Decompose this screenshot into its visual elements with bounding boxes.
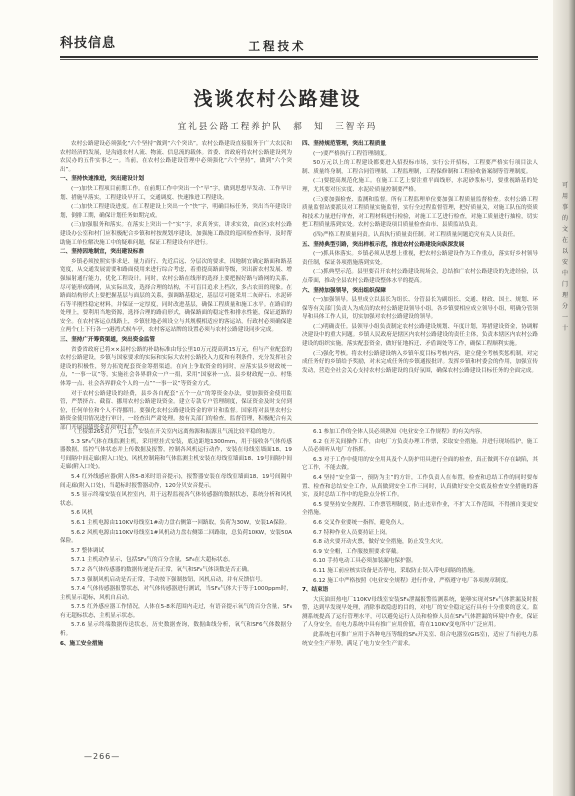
edge-glyph: 一: [561, 314, 568, 321]
paragraph: 六、坚持加强领导，突出组织保障: [302, 287, 386, 294]
paragraph: 对于农村公路建设的经费，县乡各自配套“五个一点”的筹资金办法，要加强资金使用监管，严禁挤占、截留、挪用农村公路建设资金。建立专款专户管理制度，保证资金及时支付到位，任何单位和个人不得挪用。要强化农村公路建设资金的审计和监督。国家将对县里农村公路资金使用情况进行审计，一经查出严肃处理。按有关部门的检查，监督管理，积极配合有关部门开展国债资金专项审计工作。: [60, 390, 292, 431]
paragraph: 6、施工安全措施: [60, 640, 104, 647]
upper-right-column: [302, 140, 538, 420]
paragraph: 5.7.2 各气体传感器的数据传递是否正常，氧气和SF₆气体读数是否正确。: [71, 566, 253, 573]
paragraph: 6.10 手持电动工具必须加装漏电保护器。: [313, 558, 417, 565]
paragraph: 6.8 动火要开动火票，做好安全措施，防止发生火灾。: [313, 539, 447, 546]
paragraph: 5.7.5 红外感应器工作情况，人体在5-8米范围内走过，有语音提示氧气的百分含量，SF₆有无超标状态，主机显示状态。: [60, 604, 292, 619]
edge-glyph: 安: [561, 259, 568, 266]
edge-glyph: 以: [561, 248, 568, 255]
paragraph: (四)严格工程质量问责。认真执行质量责任制。对工程质量问题追究有关人员责任。: [313, 231, 519, 238]
edge-glyph: 事: [561, 204, 568, 211]
paragraph: 此系统也可推广应用于各种电压等级的SF₆开关室、组合电器室(GIS室)，适应了当前电力系统安全生产形势，满足了电力安全生产需求。: [302, 632, 538, 647]
paragraph: 50万元以上的工程建设都要进入招投标市场，实行公开招标，工程要严格实行项目法人制、质量终身制，工程合同管理制、工程监理制，工程保修制和工程验收备案制等管理制度。: [302, 160, 538, 175]
paragraph: 6.7 特种作业人员要持证上岗。: [313, 529, 391, 536]
edge-glyph: 可: [561, 182, 568, 189]
edge-glyph: 在: [561, 237, 568, 244]
paragraph: 一、坚持快速推进，突出建设计划: [60, 176, 144, 183]
lower-left-column: [60, 428, 292, 748]
paragraph: 5.4 红外线感应器(附人体5-8米时语音提示)，报警器安装在母线室墙面18、19号间隔中间走廊(附入口处)，当超标时报警器动作，120分贝安音提示。: [60, 473, 292, 489]
lower-right-column: [302, 428, 538, 748]
paragraph: 6.2 在开关间操作工作，由电厂方负责办理工作票，采取安全措施。并进行现场监护，施工人员必须听从电厂方指挥。: [302, 438, 538, 454]
paragraph: 5.7 整体调试: [71, 547, 105, 554]
paragraph: 6.11 施工前应核实设备是否停电，采取防止误入带电间隔的措施。: [313, 567, 479, 574]
paragraph: 5.7.3 强制风机启动是否正常，手动按下强制按钮，风机启动，并有反馈信号。: [71, 576, 267, 583]
header-rule: [60, 56, 538, 58]
paragraph: (一)抓具体落实。乡镇必须从思想上重视，把农村公路建设作为工作重点，落实好乡村领导责任制，保证各项措施落到实处。: [302, 251, 538, 266]
paragraph: 二、坚持因地制宜，突出建设标准: [60, 249, 144, 256]
paragraph: 省委省政府已将××县村公路的补助标准由每公里10万元提高到15万元，但与产业配套的农村公路建设，乡镇与国家要求的实际和实际大农村公路投入力度和有利条件，充分发挥社会建设的积极性，努力拓宽配套资金筹措渠道。在向上争取资金的同时，应落实县乡财政统一点，“一事一议”等，实施社会各界群众一户一捐，采用“国家补一点、县乡财政配一点、村集体筹一点、社会各界群众个人的一点”“一事一议”等资金方式。: [60, 346, 292, 388]
article-byline: 宜礼县公路工程养护队 郝 知 三智辛玛: [177, 122, 378, 132]
paragraph: (一)要严格执行工程管理制度。: [313, 150, 391, 157]
upper-left-column: [60, 140, 292, 431]
paragraph: 5.6 风机: [71, 510, 93, 517]
section-divider: [60, 423, 538, 424]
edge-glyph: 文: [561, 226, 568, 233]
paragraph: 乡镇必须按照实事求是、量力而行、先近后远、分层次的要求，因地制宜确定路面和路基宽度，从交通发展需要和路面使用来进行综合考虑，着重提高路面等级，突出新农村发展、增强辐射通行能力，优化工程设计。同时，农村公路在线形的选择上要把握好路与路网的关系，尽可能形成路网，从实际出发，选择合理的结构，不可盲目追求上档次，多占农田的现象。在路面结构形式上要把握基层与面层的关系，强调路基稳定，基层尽可能采用二灰碎石、水泥碎石等半刚性稳定材料，并保证一定厚度，同时改进基层，确保工程质量和施工水平。在路肩的处理上，要利用当地资源，选择合理的路肩形式，确保路面的稳定性和排水性能，保证道路的安全。在农村客运点线路上，乡镇驻地必须设立与其规模相适应的客运站，行政村必须确保建立两个(上下行各一)港湾式候车亭，农村客运站牌的设置必须与农村公路建设同步完成。: [60, 258, 292, 334]
paragraph: 6.1 参加工作的全体人员必须熟知《电业安全工作规程》的有关内容。: [313, 429, 486, 435]
article-title: 浅谈农村公路建设: [193, 88, 362, 110]
paragraph: 6.3 对于工作中使用的安全用具及个人防护用具进行全面的检查，真正做到不存在缺陷，其它工作，不能去做。: [302, 456, 538, 472]
journal-name: 科技信息: [60, 36, 117, 51]
paragraph: (一)加快工程项目前期工作。在前期工作中突出一个“早”字，做到思想早发动、工作早计划、措施早落实，工程建设早开工，交通调度、快速推进工程建设。: [60, 185, 292, 201]
paragraph: 四、坚持规范管理，突出工程质量: [302, 141, 386, 147]
paragraph: (三)加强服务和落实。在落实上突出一个“实”字，求真务实，讲求实效，由(区)农村公路建设办公室和村门应积极配合乡镇和村按规划序建设，加强施工路段的巡回检查指导，及时帮助施工单位解决施工中的疑难问题，保证工程建设有序进行。: [60, 222, 292, 246]
paragraph: 三、坚持广开筹资渠道，突出资金监管: [60, 337, 156, 344]
adjacent-page-edge-text: [557, 180, 573, 334]
paragraph: (一)加强领导。县里成立以县长为组长、分管县长为副组长、交通、财政、国土、规划、环保等有关部门负责人为成员的农村公路建设领导小组。各乡镇要相应成立领导小组，明确分管领导和具体工作人员，切实加强对农村公路建设的领导。: [302, 297, 538, 321]
paragraph: 5.7.6 显示终端数据传送状态，历史数据查询，数据曲线分析，氧气和SF6气体数据分析。: [60, 622, 292, 638]
paragraph: 五、坚持典型引路，突出样板示范，推进农村公路建设向纵深发展: [302, 241, 465, 248]
paragraph: 农村公路建设必须强化“六个坚持”做到“六个突出”。农村公路建设直接服务于广大农民和农村经济的发展，是沟通农村人流、物流、信息流的载体。省委、省政府将农村公路建设列为农民办的五件实事之一。当前，在农村公路建设管理中必须强化“六个坚持”，做到“六个突出”。: [60, 141, 292, 173]
edge-glyph: 中: [561, 270, 568, 277]
paragraph: (二)加快工程建设进度。在工程建设上突出一个“快”字，明确目标任务，突出当年建设计划，倒排工期，确保计划任务如期完成。: [60, 204, 292, 219]
paragraph: (二)明确责任。县领导小组负责制定农村公路建设规划、年度计划，筹措建设资金，协调解决建设中的重大问题。乡镇人民政府是辖区内农村公路建设的责任主体，负责本辖区内农村公路建设的组织实施，落实配套资金，做好征地拆迁、矛盾调处等工作，确保工程顺利实施。: [302, 323, 538, 348]
paragraph: 5.5 显示终端安装在风控室内，用于远程监视各气体传感器的数据状态，系统分析和风机状态。: [60, 492, 292, 507]
paragraph: 5.6.1 主机电源由110KV母线室1#动力盘右侧第一回路取，负荷为30W，安装1A保险。: [71, 519, 291, 526]
paragraph: (二)抓典型示范。县里要召开农村公路建设现场会，总结推广农村公路建设的先进经验，以点带面，推动全县农村公路建设整体水平的提高。: [302, 269, 538, 284]
paragraph: 5.7.4 气体传感器报警状态，对气体传感器进行测试，当SF₆气体大于等于1000ppm时，主机显示超标，风机自启动。: [60, 586, 292, 601]
paragraph: (三)要加强检查、监测和监督。所有工程监理单位要加强工程质量监督检查。农村公路工程质量监督站要派员对工程质量实施监督，实行全过程监督管理，把好质量关，对施工队伍的资质和技术力量进行审查，对工程材料进行检验，对施工工艺进行检查，对施工质量进行抽检，切实把工程质量落到实处。农村公路建设项目质量检查由市、县质监站负责。: [302, 196, 538, 229]
paragraph: 5.3 SF₆气体在线监测主机，采用壁挂式安装，底边距地1300mm，用于接收各气体传感器数据，监控气体状态并上传数据及报警，控制各风机运行动作，安装在母线室墙面18、19号间隔中间走廊(附入口处)，风机控制箱和气体监测主机安装在母线室墙面18、19号间隔中间走廊(附入口处)。: [60, 438, 292, 471]
paragraph: 5.7.1 主机动作显示，包括SF₆气的百分含量，SF₆在大超标状态。: [71, 557, 234, 564]
edge-glyph: 用: [561, 193, 568, 200]
paragraph: 6.5 要坚持安全规程、工作票管理制度，防止违章作业，不扩大工作范围，不得擅自变更安全措施。: [302, 501, 538, 517]
paragraph: 5.6.2 风机电源由110KV母线室1#风机动力盘右侧第二回路取，总负荷10KW，安装50A保险。: [60, 529, 292, 545]
edge-glyph: 门: [561, 281, 568, 288]
edge-glyph: 十: [561, 325, 568, 332]
paragraph: 大庆油田热电厂110KV母线室安装SF₆泄漏报警监测系统，能够实现对SF₆气体泄漏及时报警，达到早发现早处理，消除事故隐患的目的，对电厂的安全稳定运行具有十分重要的意义。监测系统提高了运行管理水平，可以避免运行人员和检修人员在SF₆气体泄漏的环境中作业，保证了人身安全，在电力系统中具有推广应用价值，将在110KV变电所中广泛应用。: [302, 596, 538, 629]
paragraph: （上接第265页） 元1套，安装在开关室内远离热源和振源且气流比较平稳的地方。: [71, 429, 279, 435]
paragraph: 6.4 坚持“安全第一，预防为主”的方针，工作负责人在布置，检查和总结工作的同时要布置、检查和总结安全工作，从真做到安全工作三同时，认真做好安全交底及检查安全措施的落实，及时总结工作中的危险点分析工作。: [302, 474, 538, 499]
paragraph: (二)要提高规范化施工。在施工工艺上要注重平面线形，水泥砂浆标号，要重视路基的处理，尤其要对压实度、水泥砼质量控制要严格。: [302, 178, 538, 193]
paragraph: 6.9 安全帽，工作服按照要求穿戴。: [313, 548, 402, 555]
paragraph: (三)强化考核。将农村公路建设纳入乡镇年度目标考核内容，建立健全考核奖惩机制，对完成任务好的乡镇给予奖励，对未完成任务的乡镇通报批评。发挥乡镇和村委会的作用，加强宣传发动，营造全社会关心支持农村公路建设的良好氛围，确保农村公路建设目标任务的全面完成。: [302, 350, 538, 374]
edge-glyph: 分: [561, 303, 568, 310]
section-name: 工程技术: [248, 39, 307, 53]
edge-glyph: 的: [561, 215, 568, 222]
paragraph: 7、结束语: [302, 587, 329, 594]
edge-glyph: 理: [561, 292, 568, 299]
paragraph: 6.12 施工中严格按照《电业安全规程》进行作业，严格遵守电厂各项规章制度。: [313, 577, 512, 584]
header-rule-thin: [60, 59, 538, 60]
paragraph: 6.6 交叉作业要统一指挥，避免伤人。: [313, 519, 408, 526]
page-binding-edge: [553, 0, 575, 796]
page-number: —266—: [84, 752, 121, 761]
